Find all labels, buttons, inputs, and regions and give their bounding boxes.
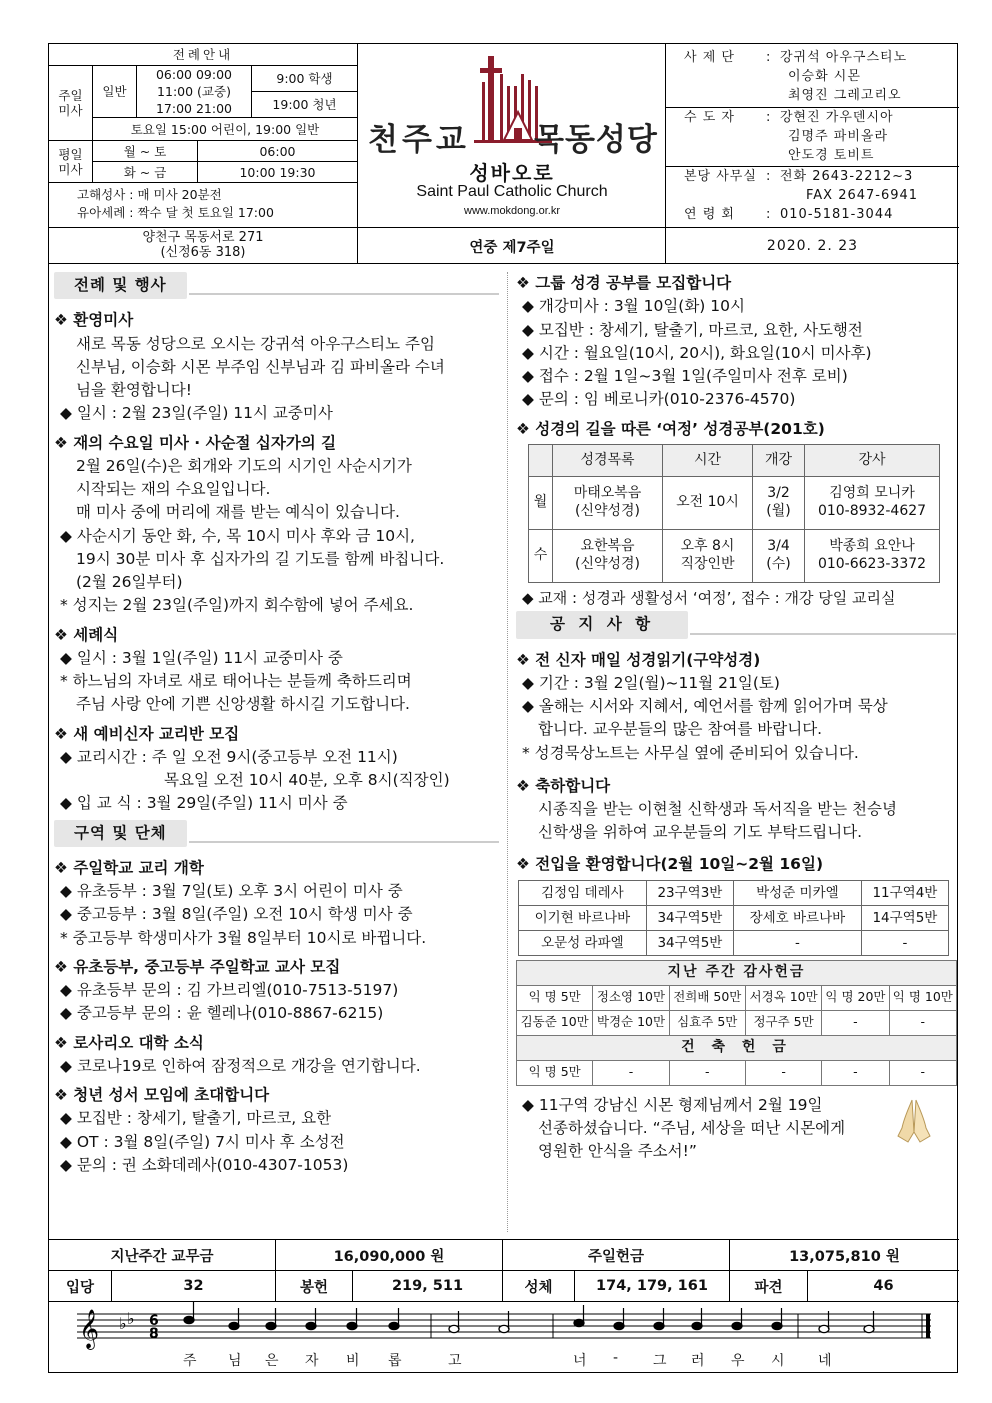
newcomers-table xyxy=(518,880,949,956)
offertory-label: 봉헌 xyxy=(276,1271,353,1301)
obituary xyxy=(516,1094,956,1164)
communion-value: 174, 179, 161 xyxy=(575,1271,730,1301)
table-cell: 14구역5반 xyxy=(861,905,948,930)
offering-table xyxy=(516,960,957,1086)
text-line: 새로 목동 성당으로 오시는 강귀석 아우구스티노 주임 xyxy=(76,334,435,353)
text-line: ◆ 코로나19로 인하여 잠정적으로 개강을 연기합니다. xyxy=(60,1056,421,1075)
building-fund-title: 건 축 헌 금 xyxy=(517,1035,957,1060)
lyric-syllable: 시 xyxy=(771,1353,785,1369)
logo-title-right: 목동성당 xyxy=(534,122,658,158)
sunday-times-c: 17:00 21:00 xyxy=(137,100,252,118)
table-cell: 마태오복음 (신약성경) xyxy=(553,476,663,529)
priest-2: 이승화 시몬 xyxy=(788,69,861,84)
music-note xyxy=(772,1322,782,1329)
table-header: 개강 xyxy=(753,444,805,476)
lyric-syllable: 고 xyxy=(448,1353,462,1369)
thanks-offering-title: 지난 주간 감사헌금 xyxy=(517,960,957,985)
music-note xyxy=(819,1325,829,1332)
text-line: ◆ 문의 : 권 소화데레사(010-4307-1053) xyxy=(60,1155,349,1174)
table-cell: - xyxy=(669,1060,745,1085)
right-column xyxy=(516,272,956,1164)
text-line: (2월 26일부터) xyxy=(76,573,183,591)
rosary-title: ❖ 로사리오 대학 소식 xyxy=(54,1033,204,1052)
text-line: ◆ 문의 : 임 베로니카(010-2376-4570) xyxy=(522,390,796,409)
table-cell: - xyxy=(745,1060,821,1085)
text-line: 님을 환영합니다! xyxy=(76,381,192,399)
religious-3: 안도경 토비트 xyxy=(788,148,875,163)
sunday-offering-value: 13,075,810 원 xyxy=(789,1248,900,1265)
table-cell: 서경옥 10만 xyxy=(745,985,821,1010)
section-districts-groups: 구역 및 단체 xyxy=(54,820,187,847)
text-line: ◆ 교재 : 성경과 생활성서 ‘여정’, 접수 : 개강 당일 교리실 xyxy=(522,588,896,607)
tue-fri: 화 ~ 금 xyxy=(93,162,198,183)
youth-bible-title: ❖ 청년 성서 모임에 초대합니다 xyxy=(54,1086,270,1104)
text-line: ◆ 기간 : 3월 2일(월)~11월 21일(토) xyxy=(522,673,780,692)
lyric-syllable: 비 xyxy=(346,1353,360,1369)
table-cell: 익 명 20만 xyxy=(822,985,889,1010)
table-cell: 박경순 10만 xyxy=(593,1010,669,1035)
mon-sat-time: 06:00 xyxy=(198,141,357,162)
section-notices: 공 지 사 항 xyxy=(516,611,688,638)
header xyxy=(49,44,959,264)
text-line: ◆ 모집반 : 창세기, 탈출기, 마르코, 요한, 사도행전 xyxy=(522,320,863,339)
offering-summary xyxy=(49,1239,959,1270)
text-line: ◆ 개강미사 : 3월 10일(화) 10시 xyxy=(522,297,745,316)
text-line: ◆ 사순시기 동안 화, 수, 목 10시 미사 후와 금 10시, xyxy=(60,526,415,545)
lyric-syllable: 은 xyxy=(265,1353,279,1369)
logo-english: Saint Paul Catholic Church xyxy=(416,183,608,200)
music-note xyxy=(347,1322,357,1329)
section-liturgy-events: 전례 및 행사 xyxy=(54,272,187,299)
religious-1: 강현진 가우덴시아 xyxy=(780,110,894,125)
lyric-syllable: - xyxy=(613,1350,619,1366)
table-cell: 익 명 5만 xyxy=(517,985,593,1010)
sunday-times-a: 06:00 09:00 xyxy=(137,66,252,83)
daily-reading-title: ❖ 전 신자 매일 성경읽기(구약성경) xyxy=(516,650,761,669)
lyric-syllable: 주 xyxy=(183,1353,197,1369)
sunday-school-title: ❖ 주일학교 교리 개학 xyxy=(54,858,204,877)
table-cell: - xyxy=(889,1010,956,1035)
table-cell: 34구역5반 xyxy=(646,905,733,930)
music-note xyxy=(654,1322,664,1329)
text-line: 합니다. 교우분들의 많은 참여를 바랍니다. xyxy=(538,720,823,739)
music-note xyxy=(732,1322,742,1329)
youth-mass: 19:00 청년 xyxy=(252,92,357,118)
table-cell: 박종희 요안나 010-6623-3372 xyxy=(805,529,940,582)
table-row xyxy=(517,985,957,1010)
entry-value: 32 xyxy=(112,1271,276,1301)
text-line: 신학생을 위하여 교우분들의 기도 부탁드립니다. xyxy=(538,823,863,842)
lyric-syllable: 너 xyxy=(573,1353,587,1369)
table-cell: 박성준 미카엘 xyxy=(733,880,861,905)
text-line: 영원한 안식을 주소서!” xyxy=(538,1142,697,1161)
office-label: 본당 사무실 xyxy=(684,169,757,184)
ash-wednesday-title: ❖ 재의 수요일 미사 · 사순절 십자가의 길 xyxy=(54,433,337,452)
text-line: ◆ 입 교 식 : 3월 29일(주일) 11시 미사 중 xyxy=(60,794,348,813)
music-staff xyxy=(49,1301,959,1374)
priest-label: 사 제 단 xyxy=(684,50,735,65)
table-cell: 23구역3반 xyxy=(646,880,733,905)
table-cell: 월 xyxy=(529,476,553,529)
bible-study-table xyxy=(528,444,940,583)
table-cell: 김동준 10만 xyxy=(517,1010,593,1035)
text-line: ◆ 모집반 : 창세기, 탈출기, 마르코, 요한 xyxy=(60,1109,332,1128)
table-cell: 이기현 바르나바 xyxy=(519,905,647,930)
sunday-name: 연중 제7주일 xyxy=(358,227,666,264)
svg-text:♭: ♭ xyxy=(127,1309,135,1328)
offertory-value: 219, 511 xyxy=(353,1271,503,1301)
text-line: * 성지는 2월 23일(주일)까지 회수함에 넣어 주세요. xyxy=(60,596,414,615)
lyric-syllable: 러 xyxy=(691,1353,705,1369)
church-logo-area xyxy=(358,44,666,264)
praying-hands-icon xyxy=(894,1096,934,1146)
music-notes xyxy=(184,1302,874,1333)
dismissal-value: 46 xyxy=(873,1278,894,1294)
logo-url: www.mokdong.or.kr xyxy=(464,205,560,217)
table-row xyxy=(529,529,940,582)
table-cell: 11구역4반 xyxy=(861,880,948,905)
group-bible-title: ❖ 그룹 성경 공부를 모집합니다 xyxy=(516,274,732,292)
table-cell: 익 명 5만 xyxy=(517,1060,593,1085)
music-note xyxy=(449,1325,459,1332)
priest-1: 강귀석 아우구스티노 xyxy=(780,50,908,65)
music-note xyxy=(184,1316,194,1323)
music-note xyxy=(389,1322,399,1329)
lyric-syllable: 우 xyxy=(731,1353,745,1369)
offering-value: 16,090,000 원 xyxy=(276,1240,503,1270)
text-line: ◆ 중고등부 : 3월 8일(주일) 오전 10시 학생 미사 중 xyxy=(60,905,413,924)
student-mass: 9:00 학생 xyxy=(252,66,357,92)
church-address: 양천구 목동서로 271 (신정6동 318) xyxy=(49,227,357,264)
baptism-info: 유아세례 : 짝수 달 첫 토요일 17:00 xyxy=(77,204,274,220)
text-line: 시작되는 재의 수요일입니다. xyxy=(76,480,271,498)
mon-sat: 월 ~ 토 xyxy=(93,141,198,162)
catechumen-title: ❖ 새 예비신자 교리반 모집 xyxy=(54,724,240,743)
svg-text:8: 8 xyxy=(149,1326,159,1342)
table-cell: 3/2 (월) xyxy=(753,476,805,529)
staff-info: 사 제 단 : 강귀석 아우구스티노 이승화 시몬 최영진 그레고리오 수 도 자 : 강현진 가우덴시아 김명주 파비올라 안도경 토비트 본당 사무실 : 전화 2643-2212~3 FAX 2647-6941 연 령 회 : 010-5181-3044 2020. 2. 23 xyxy=(666,44,959,264)
svg-text:6: 6 xyxy=(149,1313,159,1329)
general-label: 일반 xyxy=(93,66,137,118)
text-line: ◆ 올해는 시서와 지혜서, 예언서를 함께 읽어가며 묵상 xyxy=(522,697,888,715)
music-note xyxy=(614,1322,624,1329)
table-cell: 오전 10시 xyxy=(663,476,753,529)
table-cell: 전희배 50만 xyxy=(669,985,745,1010)
newcomers-title: ❖ 전입을 환영합니다(2월 10일~2월 16일) xyxy=(516,854,824,873)
text-line: 선종하셨습니다. “주님, 세상을 떠난 시몬에게 xyxy=(538,1119,846,1137)
table-row xyxy=(519,880,949,905)
office-fax: FAX 2647-6941 xyxy=(806,188,919,203)
council-label: 연 령 회 xyxy=(684,207,735,222)
text-line: 주님 사랑 안에 기쁜 신앙생활 하시길 기도합니다. xyxy=(76,695,410,714)
music-note xyxy=(266,1322,276,1329)
confession-info: 고해성사 : 매 미사 20분전 xyxy=(77,186,222,202)
congrats-title: ❖ 축하합니다 xyxy=(516,776,611,795)
left-column xyxy=(54,272,499,1177)
table-cell: - xyxy=(889,1060,956,1085)
logo-title-left: 천주교 xyxy=(368,122,470,158)
table-cell: 심효주 5만 xyxy=(669,1010,745,1035)
table-row xyxy=(517,1010,957,1035)
table-cell: - xyxy=(733,930,861,955)
lyric-syllable: 네 xyxy=(818,1353,832,1369)
lyric-syllable: 자 xyxy=(305,1353,319,1369)
table-row xyxy=(519,905,949,930)
table-header: 성경목록 xyxy=(553,444,663,476)
table-cell: 정구주 5만 xyxy=(745,1010,821,1035)
bible-study-title: ❖ 성경의 길을 따른 ‘여정’ 성경공부(201호) xyxy=(516,419,825,438)
table-cell: 3/4 (수) xyxy=(753,529,805,582)
table-cell: - xyxy=(822,1060,889,1085)
text-line: 신부님, 이승화 시몬 부주임 신부님과 김 파비올라 수녀 xyxy=(76,357,445,376)
svg-text:𝄞: 𝄞 xyxy=(79,1309,100,1349)
table-cell: 장세호 바르나바 xyxy=(733,905,861,930)
communion-label: 성체 xyxy=(503,1271,575,1301)
table-cell: - xyxy=(822,1010,889,1035)
table-cell: 수 xyxy=(529,529,553,582)
text-line: ◆ 교리시간 : 주 일 오전 9시(중고등부 오전 11시) xyxy=(60,747,398,766)
table-header: 시간 xyxy=(663,444,753,476)
lyric-syllable: 그 xyxy=(653,1353,667,1369)
text-line: ◆ 11구역 강남신 시몬 형제님께서 2월 19일 xyxy=(522,1095,823,1114)
music-note xyxy=(499,1325,509,1332)
office-tel: 전화 2643-2212~3 xyxy=(780,169,914,184)
text-line: * 하느님의 자녀로 새로 태어나는 분들께 축하드리며 xyxy=(60,672,412,690)
religious-2: 김명주 파비올라 xyxy=(788,129,889,144)
text-line: * 성경묵상노트는 사무실 옆에 준비되어 있습니다. xyxy=(522,743,859,762)
table-row xyxy=(517,1060,957,1085)
music-note xyxy=(229,1322,239,1329)
text-line: ◆ 일시 : 3월 1일(주일) 11시 교중미사 중 xyxy=(60,648,343,667)
sunday-offering-label: 주일헌금 xyxy=(503,1240,730,1270)
table-cell: 김정임 데레사 xyxy=(519,880,647,905)
text-line: 목요일 오전 10시 40분, 오후 8시(직장인) xyxy=(164,771,450,789)
tue-fri-time: 10:00 19:30 xyxy=(198,162,357,183)
dismissal-label: 파견 xyxy=(730,1271,808,1301)
text-line: 시종직을 받는 이현철 신학생과 독서직을 받는 천승녕 xyxy=(538,800,897,818)
council-tel: 010-5181-3044 xyxy=(780,207,894,222)
table-cell: 정소영 10만 xyxy=(593,985,669,1010)
table-cell: 오문성 라파엘 xyxy=(519,930,647,955)
saturday-mass: 토요일 15:00 어린이, 19:00 일반 xyxy=(93,118,357,141)
sunday-times-b: 11:00 (교중) xyxy=(137,83,252,100)
text-line: ◆ 시간 : 월요일(10시, 20시), 화요일(10시 미사후) xyxy=(522,343,872,362)
welcome-title: ❖ 환영미사 xyxy=(54,311,134,330)
text-line: 19시 30분 미사 후 십자가의 길 기도를 함께 바칩니다. xyxy=(76,549,445,568)
music-notation xyxy=(49,1302,959,1350)
music-note xyxy=(864,1325,874,1332)
table-cell: - xyxy=(593,1060,669,1085)
text-line: * 중고등부 학생미사가 3월 8일부터 10시로 바뀝니다. xyxy=(60,928,427,947)
text-line: 2월 26일(수)은 회개와 기도의 시기인 사순시기가 xyxy=(76,456,412,475)
text-line: ◆ 접수 : 2월 1일~3월 1일(주일미사 전후 로비) xyxy=(522,367,848,385)
music-note xyxy=(306,1322,316,1329)
table-cell: 익 명 10만 xyxy=(889,985,956,1010)
lyric-syllable: 님 xyxy=(228,1353,242,1369)
text-line: ◆ 일시 : 2월 23일(주일) 11시 교중미사 xyxy=(60,404,333,423)
music-note xyxy=(574,1319,584,1326)
svg-text:♭: ♭ xyxy=(119,1314,127,1333)
table-cell: 요한복음 (신약성경) xyxy=(553,529,663,582)
table-cell: 오후 8시 직장인반 xyxy=(663,529,753,582)
music-note xyxy=(692,1322,702,1329)
logo-subtitle: 성바오로 xyxy=(469,161,555,185)
text-line: ◆ OT : 3월 8일(주일) 7시 미사 후 소성전 xyxy=(60,1132,345,1151)
offering-label: 지난주간 교무금 xyxy=(49,1240,276,1270)
table-cell: 34구역5반 xyxy=(646,930,733,955)
liturgy-schedule xyxy=(49,44,358,264)
table-row xyxy=(529,476,940,529)
sunday-label: 주일 미사 xyxy=(49,66,93,141)
table-cell: 김영희 모니카 010-8932-4627 xyxy=(805,476,940,529)
bulletin-page xyxy=(48,43,958,1373)
religious-label: 수 도 자 xyxy=(684,110,735,125)
text-line: ◆ 중고등부 문의 : 윤 헬레나(010-8867-6215) xyxy=(60,1004,384,1023)
table-header xyxy=(529,444,553,476)
priest-3: 최영진 그레고리오 xyxy=(788,88,902,103)
table-row xyxy=(519,930,949,955)
text-line: 매 미사 중에 머리에 재를 받는 예식이 있습니다. xyxy=(76,503,400,522)
hymn-numbers xyxy=(49,1270,959,1301)
table-cell: - xyxy=(861,930,948,955)
entry-label: 입당 xyxy=(49,1271,112,1301)
bulletin-date: 2020. 2. 23 xyxy=(666,227,959,264)
table-header: 강사 xyxy=(805,444,940,476)
text-line: ◆ 유초등부 문의 : 김 가브리엘(010-7513-5197) xyxy=(60,981,399,999)
teacher-recruit-title: ❖ 유초등부, 중고등부 주일학교 교사 모집 xyxy=(54,957,341,976)
liturgy-title: 전례안내 xyxy=(49,44,357,66)
weekday-label: 평일 미사 xyxy=(49,141,93,183)
text-line: ◆ 유초등부 : 3월 7일(토) 오후 3시 어린이 미사 중 xyxy=(60,882,403,900)
baptism-title: ❖ 세례식 xyxy=(54,625,119,644)
lyric-syllable: 롭 xyxy=(388,1353,402,1369)
